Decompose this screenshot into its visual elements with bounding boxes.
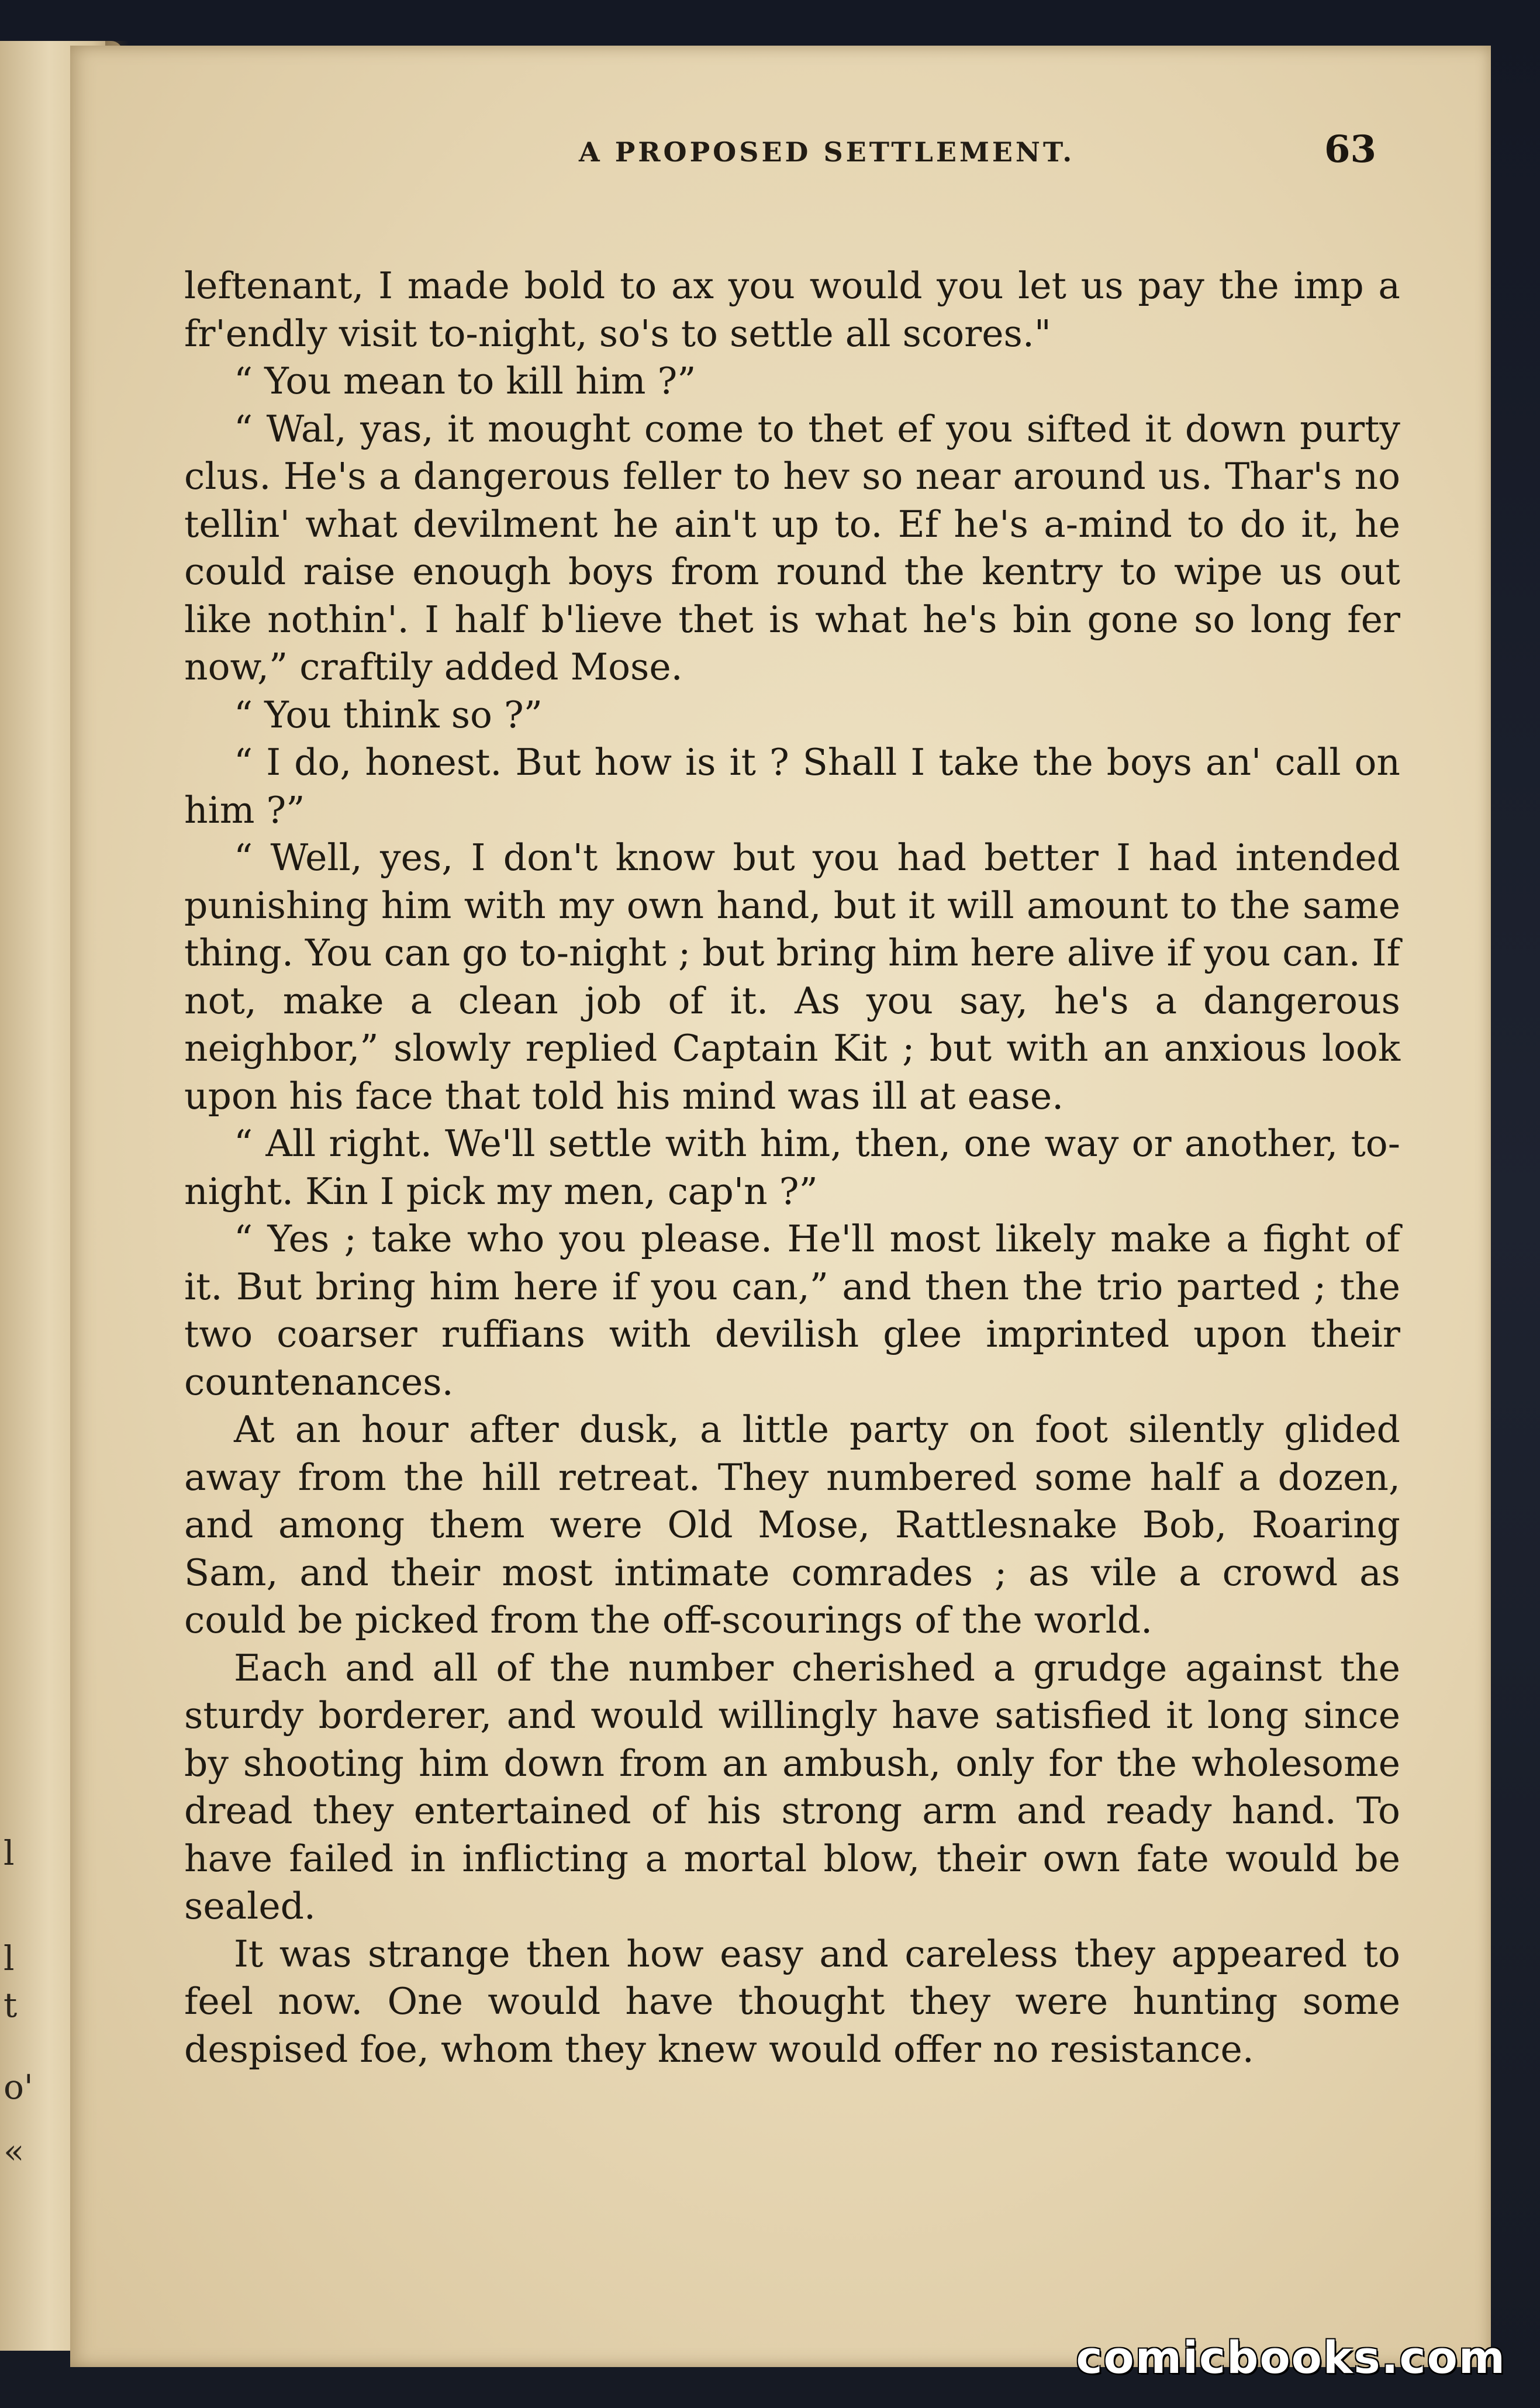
paragraph: “ Yes ; take who you please. He'll most likely make a fight of it. But bring him here if you can,” and then the trio parted ; the two coarser ruffians with devilish glee imprinted upon their countenances. bbox=[184, 1217, 1400, 1403]
paragraph: “ I do, honest. But how is it ? Shall I take the boys an' call on him ?” bbox=[184, 741, 1400, 832]
paragraph: At an hour after dusk, a little party on foot silently glided away from the hill retreat. They numbered some half a dozen, and among them were Old Mose, Rattlesnake Bob, Roaring Sam, and their most intimate comrades ; as vile a crowd as could be picked from the off-scourings of the world. bbox=[184, 1408, 1400, 1641]
edge-text-fragment: t bbox=[4, 1985, 18, 2025]
edge-text-fragment: l bbox=[4, 1833, 15, 1873]
book-page bbox=[70, 46, 1491, 2367]
paragraph: “ Wal, yas, it mought come to thet ef you sifted it down purty clus. He's a dangerous feller to hev so near around us. Thar's no tellin' what devilment he ain't up to. Ef he's a-mind to do it, he could raise enough boys from round the kentry to wipe us out like nothin'. I half b'lieve thet is what he's bin gone so long fer now,” craftily added Mose. bbox=[184, 407, 1400, 688]
paragraph: “ Well, yes, I don't know but you had better I had intended punishing him with my own hand, but it will amount to the same thing. You can go to-night ; but bring him here alive if you can. If not, make a clean job of it. As you say, he's a dangerous neighbor,” slowly replied Captain Kit ; but with an anxious look upon his face that told his mind was ill at ease. bbox=[184, 836, 1400, 1117]
paragraph: leftenant, I made bold to ax you would you let us pay the imp a fr'endly visit to-night, so's to settle all scores." bbox=[184, 264, 1400, 355]
page-body-text bbox=[184, 262, 1400, 2073]
paragraph: “ All right. We'll settle with him, then, one way or another, to-night. Kin I pick my men, cap'n ?” bbox=[184, 1122, 1400, 1213]
paragraph: “ You think so ?” bbox=[234, 693, 543, 736]
page-number: 63 bbox=[1324, 127, 1377, 171]
paragraph: “ You mean to kill him ?” bbox=[234, 360, 696, 402]
edge-text-fragment: l bbox=[4, 1938, 15, 1978]
edge-text-fragment: o' bbox=[4, 2067, 33, 2107]
edge-text-fragment: « bbox=[4, 2131, 25, 2171]
running-header-title: A PROPOSED SETTLEMENT. bbox=[579, 136, 1075, 168]
paragraph: It was strange then how easy and careless they appeared to feel now. One would have thought they were hunting some despised foe, whom they knew would offer no resistance. bbox=[184, 1932, 1400, 2071]
watermark-logo: comicbooks.com bbox=[1076, 2331, 1506, 2383]
paragraph: Each and all of the number cherished a grudge against the sturdy borderer, and would willingly have satisfied it long since by shooting him down from an ambush, only for the wholesome dread they entertained of his strong arm and ready hand. To have failed in inflicting a mortal blow, their own fate would be sealed. bbox=[184, 1646, 1400, 1927]
